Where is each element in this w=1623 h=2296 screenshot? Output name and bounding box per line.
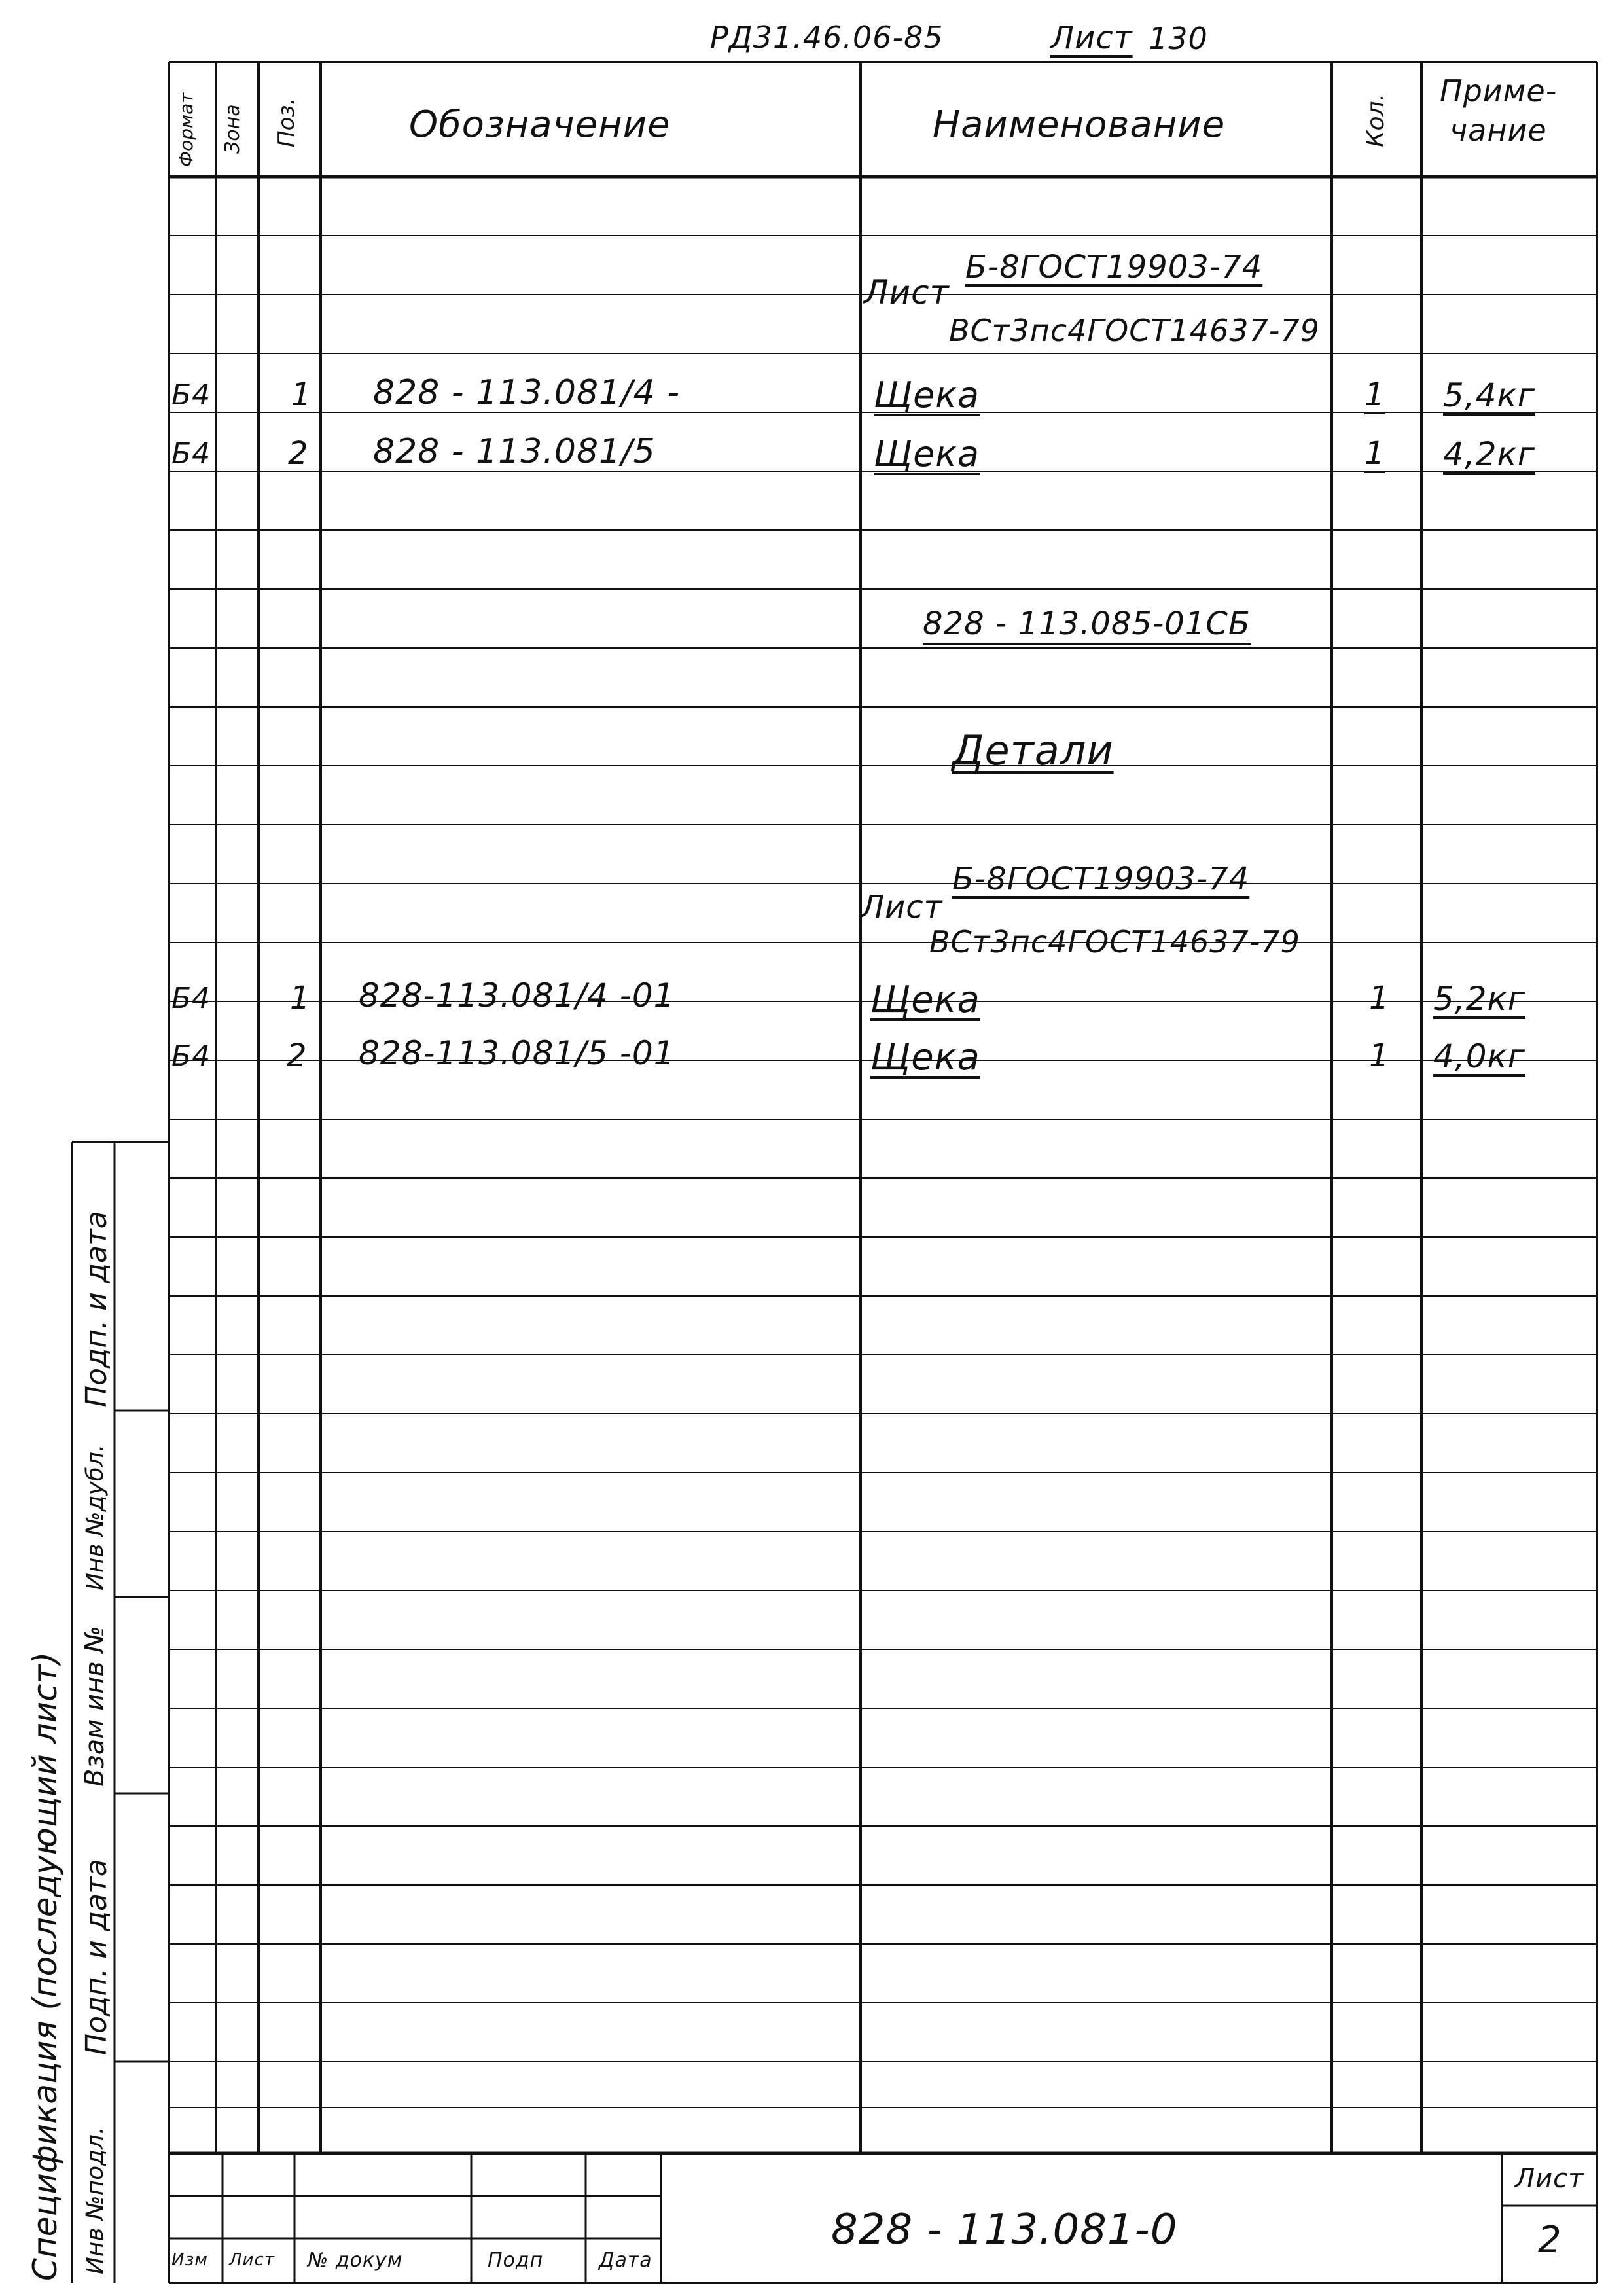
title-block-date: Дата bbox=[599, 2249, 652, 2272]
row-qty: 1 bbox=[1369, 980, 1390, 1016]
column-header-zone: Зона bbox=[221, 104, 244, 154]
row-pos: 1 bbox=[290, 980, 311, 1016]
material-steel-spec: ВСт3пс4ГОСТ14637-79 bbox=[949, 313, 1320, 348]
material-steel-spec: ВСт3пс4ГОСТ14637-79 bbox=[929, 924, 1300, 960]
row-format: Б4 bbox=[171, 437, 211, 471]
assembly-code: 828 - 113.085-01СБ bbox=[923, 605, 1251, 648]
section-title-details: Детали bbox=[952, 726, 1114, 774]
title-block-change: Изм bbox=[171, 2250, 208, 2270]
column-header-format: Формат bbox=[175, 92, 197, 167]
row-pos: 2 bbox=[287, 1037, 308, 1074]
column-header-designation: Обозначение bbox=[409, 103, 671, 146]
row-name: Щека bbox=[874, 433, 980, 475]
document-designation: 828 - 113.081-0 bbox=[831, 2206, 1178, 2254]
row-qty: 1 bbox=[1364, 435, 1385, 472]
column-header-qty: Кол. bbox=[1363, 93, 1389, 147]
material-label: Лист bbox=[864, 274, 950, 312]
row-name: Щека bbox=[874, 374, 980, 416]
margin-sign-date-bottom: Подп. и дата bbox=[80, 1859, 113, 2055]
row-designation: 828 - 113.081/4 - bbox=[373, 373, 681, 412]
sheet-number: 130 bbox=[1149, 21, 1208, 56]
document-code: РД31.46.06-85 bbox=[710, 20, 944, 55]
row-note: 5,4кг bbox=[1443, 376, 1535, 414]
row-qty: 1 bbox=[1364, 376, 1385, 413]
material-sheet-spec: Б-8ГОСТ19903-74 bbox=[965, 249, 1263, 285]
row-note: 5,2кг bbox=[1433, 980, 1525, 1018]
column-header-name: Наименование bbox=[933, 103, 1226, 146]
title-block-signature: Подп bbox=[488, 2249, 544, 2272]
row-designation: 828 - 113.081/5 bbox=[373, 432, 656, 471]
margin-sign-date-top: Подп. и дата bbox=[80, 1211, 113, 1407]
row-designation: 828-113.081/4 -01 bbox=[359, 977, 675, 1014]
row-note: 4,2кг bbox=[1443, 435, 1535, 473]
row-name: Щека bbox=[870, 978, 980, 1021]
title-block-sheet-number: 2 bbox=[1538, 2219, 1562, 2261]
row-name: Щека bbox=[870, 1036, 980, 1079]
title-block-doc-no: № докум bbox=[308, 2249, 403, 2272]
title-block-sheet: Лист bbox=[229, 2250, 275, 2270]
row-format: Б4 bbox=[171, 982, 211, 1015]
row-format: Б4 bbox=[171, 1039, 211, 1073]
row-pos: 1 bbox=[291, 376, 312, 413]
column-header-note-line1: Приме- bbox=[1440, 73, 1558, 109]
row-note: 4,0кг bbox=[1433, 1037, 1525, 1075]
sheet-label: Лист bbox=[1050, 20, 1133, 56]
material-label: Лист bbox=[861, 889, 943, 925]
title-block-sheet-label: Лист bbox=[1515, 2164, 1584, 2194]
row-pos: 2 bbox=[288, 435, 309, 472]
row-format: Б4 bbox=[171, 378, 211, 412]
row-qty: 1 bbox=[1369, 1037, 1390, 1074]
row-designation: 828-113.081/5 -01 bbox=[359, 1034, 675, 1072]
margin-inv-original: Инв №подл. bbox=[82, 2126, 109, 2274]
material-sheet-spec: Б-8ГОСТ19903-74 bbox=[952, 861, 1250, 897]
margin-inv-dubl: Инв №дубл. bbox=[82, 1444, 109, 1590]
margin-replaced-inv: Взам инв № bbox=[80, 1625, 110, 1787]
column-header-pos: Поз. bbox=[274, 98, 300, 147]
column-header-note-line2: чание bbox=[1450, 113, 1547, 148]
margin-spec-note: Спецификация (последующий лист) bbox=[26, 1651, 64, 2281]
